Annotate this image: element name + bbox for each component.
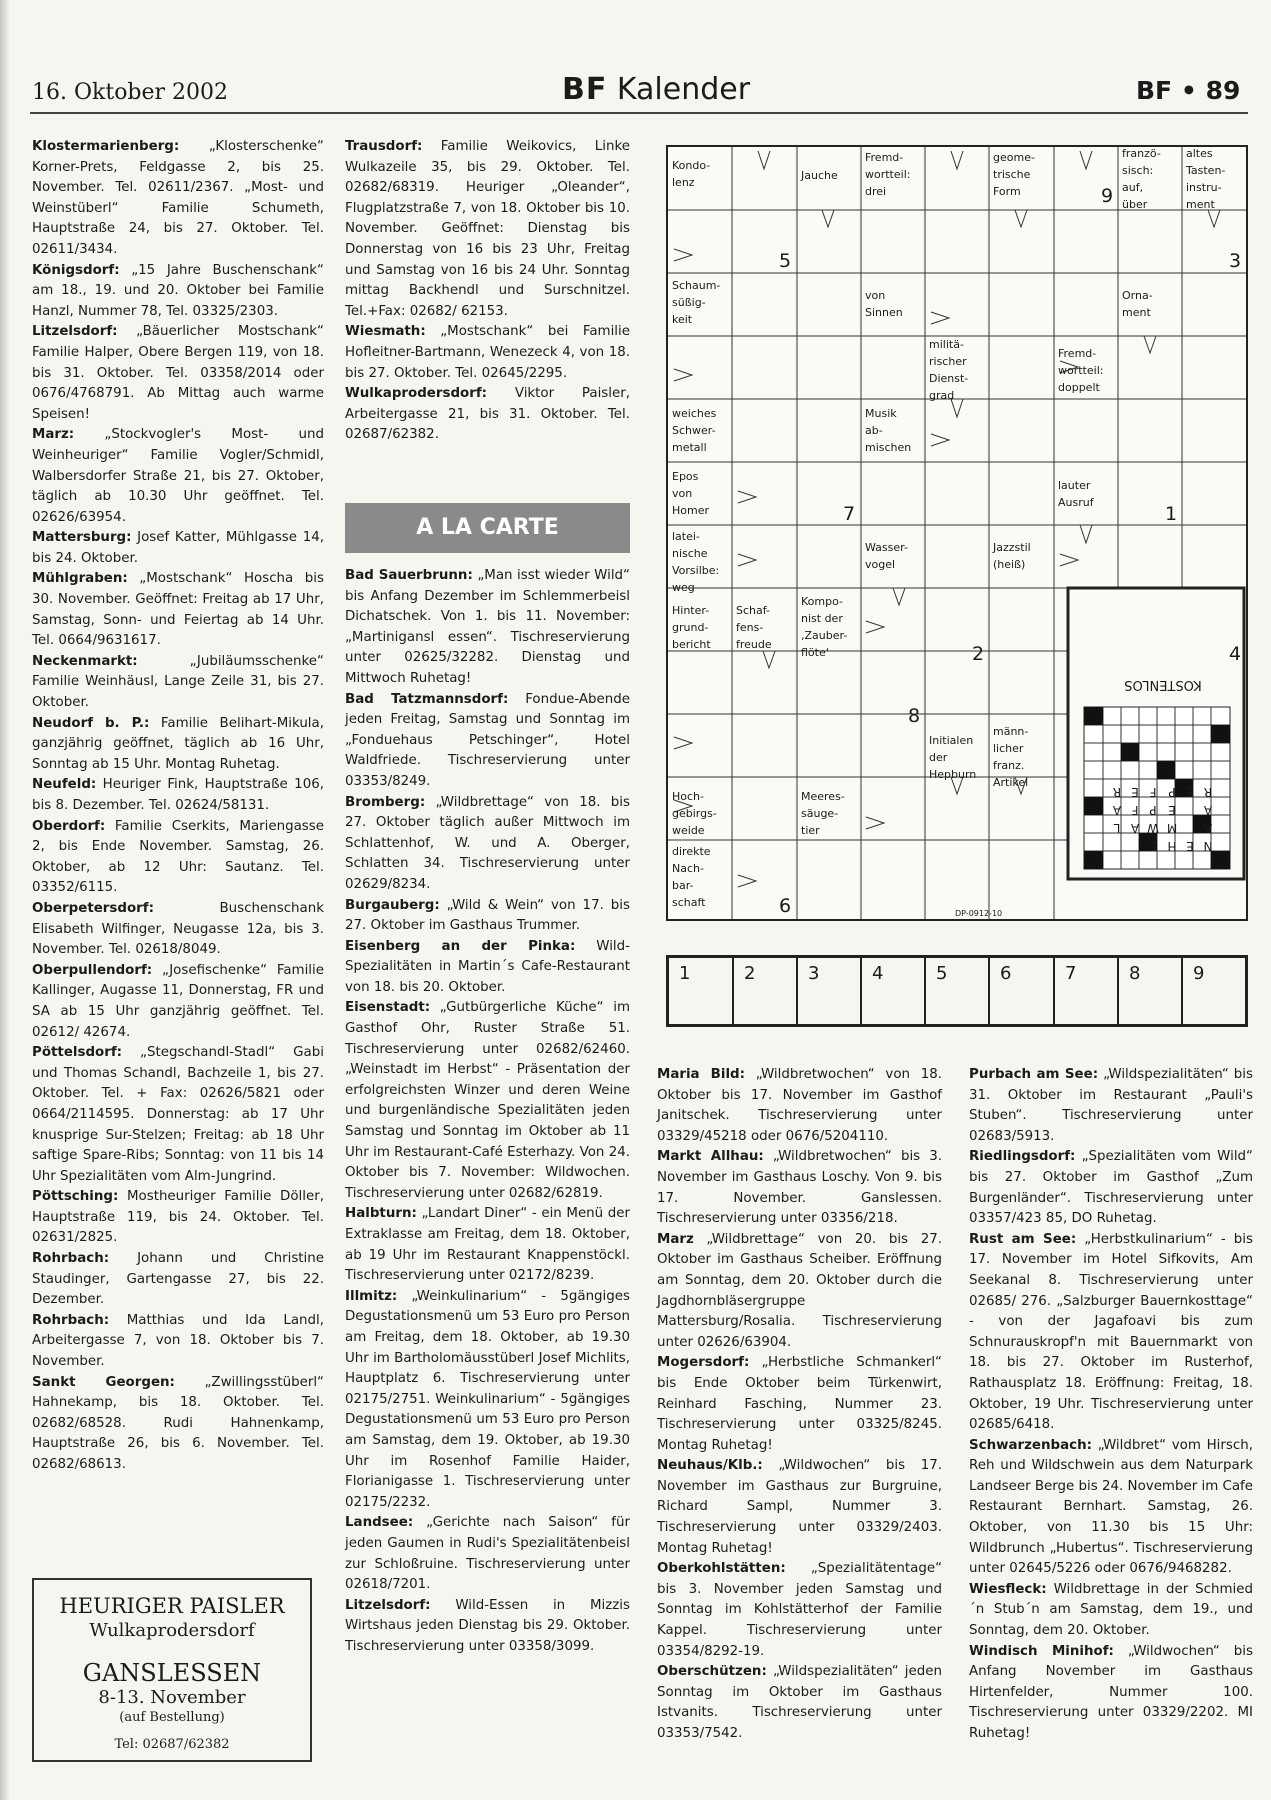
listing-location: Neuhaus/Klb.: (657, 1458, 763, 1474)
listing-entry (32, 1043, 324, 1187)
strip-cell-8: 8 (1119, 958, 1183, 1024)
listing-entry (969, 1147, 1253, 1229)
listing-text: Familie Cserkits, Mariengasse 2, bis Ende November. Samstag, 26. Oktober, ab 12 Uhr: Sautanz. Tel. 03352/6115. (32, 818, 324, 896)
solution-grid-letter: A (1112, 803, 1121, 817)
listing-entry (32, 714, 324, 776)
page-number-value: 89 (1205, 76, 1241, 105)
strip-cell-5: 5 (926, 958, 990, 1024)
solution-grid-letter: E (1167, 803, 1176, 817)
listing-text: „Mostschank“ Hoscha bis 30. November. Geöffnet: Freitag ab 17 Uhr, Samstag, Sonn- und Feiertag ab 14 Uhr. Tel. 0664/9631617. (32, 571, 324, 649)
listing-location: Klostermarienberg: (32, 139, 180, 154)
listing-text: „Wildbret“ vom Hirsch, Reh und Wildschwein aus dem Naturpark Landseer Berge bis 24. November im Cafe Restaurant Bernhart. Samstag, 26. Oktober, von 11.30 bis 15 Uhr: Wildbrunch „Hubertus“. Tischreservierung unter 02645/5226 oder 0676/9468282. (969, 1437, 1254, 1577)
issue-date: 16. Oktober 2002 (32, 80, 229, 105)
solution-title-upside-down: KOSTENLOS (1124, 677, 1202, 692)
clue-weiches-schwermetall: weiches Schwer- metall (672, 407, 717, 454)
listing-text: „Klosterschenke“ Korner-Prets, Feldgasse 2, bis 25. November. Tel. 02611/2367. „Most- und Weinstüberl“ Familie Schumeth, Hauptstraße 24, bis 27. Oktober. Tel. 02611/3434. (32, 139, 324, 257)
listing-location: Marz: (32, 427, 75, 443)
listing-entry (32, 817, 324, 899)
listing-location: Halbturn: (345, 1206, 417, 1222)
column-3 (657, 1065, 942, 1745)
listing-entry (345, 1287, 630, 1514)
listing-text: Buschenschank Elisabeth Wilfinger, Neugasse 12a, bis 3. November. Tel. 02618/8049. (32, 900, 324, 958)
clue-altes-tasteninstrument: altes Tasten- instru- ment (1186, 147, 1226, 211)
listing-location: Neckenmarkt: (32, 653, 138, 669)
listing-entry (969, 1436, 1253, 1580)
clue-fremdwortteil-doppelt: Fremd- wortteil: doppelt (1058, 347, 1104, 394)
listing-location: Eisenberg an der Pinka: (345, 938, 576, 954)
clue-initialen-hepburn: Initialen der Hepburn (929, 734, 977, 781)
solution-number-6: 6 (779, 895, 792, 917)
ad-line-2: Wulkaprodersdorf (89, 1620, 255, 1641)
listing-location: Wulkaprodersdorf: (345, 386, 488, 402)
listing-text: „Mostschank“ bei Familie Hofleitner-Bartmann, Wenezeck 4, von 18. bis 27. Oktober. Tel. 02645/2295. (345, 324, 630, 381)
solution-grid-letter: F (1149, 785, 1157, 799)
listing-text: Heuriger Fink, Hauptstraße 106, bis 8. Dezember. Tel. 02624/58131. (32, 777, 324, 813)
listing-text: „Weinkulinarium“ - 5gängiges Degustationsmenü um 53 Euro pro Person am Freitag, dem 18. Oktober, ab 19.30 Uhr im Bartholomäusstüberl Josef Michlits, Hauptplatz 6. Tischreservierung unter 02175/2751. Weinkulinarium“ - 5gängiges Degustationsmenü um 53 Euro pro Person am Samstag, dem 19. Oktober, ab 19.30 Uhr im Rosenhof Familie Haider, Florianigasse 1. Tischreservierung unter 02175/2232. (345, 1288, 630, 1510)
solution-number-2: 2 (972, 643, 985, 665)
listing-entry (657, 1353, 942, 1456)
puzzle-code: DP-0912-10 (955, 909, 1003, 918)
page-gutter-shadow (0, 0, 10, 1800)
solution-grid-letter: E (1185, 785, 1194, 799)
listing-text: Viktor Paisler, Arbeitergasse 21, bis 31. Oktober. Tel. 02687/62382. (345, 386, 630, 443)
listing-entry (657, 1147, 942, 1229)
solution-number-3: 3 (1229, 250, 1242, 272)
listing-location: Purbach am See: (969, 1067, 1099, 1082)
listing-location: Bad Tatzmannsdorf: (345, 691, 509, 707)
solution-grid-letter: H (1166, 839, 1177, 853)
listing-text: „Jubiläumsschenke“ Familie Weinhäusl, Lange Zeile 31, bis 27. Oktober. (32, 653, 324, 711)
solution-number-5: 5 (779, 250, 792, 272)
listing-entry (345, 998, 630, 1204)
column-2 (345, 137, 630, 446)
listing-text: Mostheuriger Familie Döller, Hauptstraße 119, bis 24. Oktober. Tel. 02631/2825. (32, 1189, 324, 1246)
column-4 (969, 1065, 1253, 1745)
listing-entry (345, 690, 630, 793)
solution-number-7: 7 (843, 503, 856, 525)
listing-text: Wild-Essen in Mizzis Wirtshaus jeden Dienstag bis 29. Oktober. Tischreservierung unter 03358/3099. (345, 1597, 630, 1654)
listing-location: Illmitz: (345, 1288, 398, 1304)
listing-entry (345, 1204, 630, 1286)
listing-text: „Herbstliche Schmankerl“ bis Ende Oktober beim Türkenwirt, Reinhard Fasching, Nummer 23. Tischreservierung unter 03325/8245. Montag Ruhetag! (657, 1355, 942, 1453)
listing-entry (32, 1187, 324, 1249)
listing-entry (32, 1249, 324, 1311)
strip-cell-6: 6 (990, 958, 1055, 1024)
listing-entry (32, 899, 324, 961)
listing-text: „Stockvogler's Most- und Weinheuriger“ Familie Vogler/Schmidl, Walbersdorfer Straße 21, bis 27. Oktober, täglich ab 10.30 Uhr geöffnet. Tel. 02626/63954. (32, 427, 324, 525)
listing-entry (32, 322, 324, 425)
listing-entry (657, 1662, 942, 1744)
listing-location: Wiesfleck: (969, 1581, 1047, 1597)
brand-logo: BF (562, 72, 608, 107)
strip-cell-2: 2 (734, 958, 798, 1024)
clue-kondolenz: Kondo- lenz (672, 159, 711, 189)
strip-cell-9: 9 (1193, 963, 1205, 984)
solution-grid-letter: A (1203, 821, 1213, 835)
clue-maennlicher-artikel: männ- licher franz. Artikel (993, 725, 1029, 789)
solution-grid-letter: A (1130, 821, 1140, 835)
listing-location: Windisch Minihof: (969, 1643, 1114, 1659)
solution-grid-letter: P (1149, 803, 1157, 817)
listing-text: „Landart Diner“ - ein Menü der Extraklasse am Freitag, dem 18. Oktober, ab 19 Uhr im Restaurant Knappenstöckl. Tischreservierung unter 02172/8239. (345, 1206, 630, 1284)
listing-text: „Bäuerlicher Mostschank“ Familie Halper, Obere Bergen 119, von 18. bis 31. Oktober. Tel. 03358/2014 oder 0676/4768791. Ab Mittag auch warme Speisen! (32, 324, 324, 422)
solution-grid-letter: E (1185, 839, 1194, 853)
clue-lauter-ausruf: lauter Ausruf (1058, 479, 1094, 509)
solution-grid-letter: M (1166, 821, 1177, 835)
listing-entry (32, 137, 324, 261)
listing-text: „Wildwochen“ bis 17. November im Gasthaus zur Burgruine, Richard Sampl, Nummer 3. Tischreservierung unter 03329/2403. Montag Ruhetag! (657, 1458, 942, 1556)
solution-grid-letter: L (1113, 821, 1121, 835)
page-separator: • (1180, 76, 1197, 105)
listing-location: Mogersdorf: (657, 1355, 750, 1371)
listing-location: Pöttelsdorf: (32, 1045, 123, 1061)
listing-text: „Wildspezialitäten“ bis 31. Oktober im Restaurant „Pauli's Stuben“. Tischreservierung unter 02683/5913. (969, 1067, 1253, 1144)
listing-entry (657, 1559, 942, 1662)
listing-location: Riedlingsdorf: (969, 1149, 1076, 1165)
ad-line-5: (auf Bestellung) (119, 1710, 225, 1725)
listing-entry (345, 137, 630, 322)
listing-location: Bromberg: (345, 794, 426, 810)
clue-von-sinnen: von Sinnen (865, 289, 903, 319)
clue-ornament: Orna- ment (1122, 289, 1153, 319)
listing-entry (345, 384, 630, 446)
crossword-puzzle (666, 145, 1248, 921)
listing-location: Markt Allhau: (657, 1149, 764, 1165)
listing-text: „Stegschandl-Stadl“ Gabi und Thomas Schandl, Bachzeile 1, bis 27. Oktober. Tel. + Fax: 02626/5821 oder 0664/2114595. Donnerstag: ab 17 Uhr knusprige Sur-Stelzen; Freitag: ab 18 Uhr saftige Spare-Ribs; Sonntag: von 11 bis 14 Uhr Spezialitäten vom Alm-Jungrind. (32, 1045, 324, 1184)
listing-text: Familie Weikovics, Linke Wulkazeile 35, bis 29. Oktober. Tel. 02682/68319. Heuriger „Oleander“, Flugplatzstraße 7, von 18. Oktober bis 10. November. Geöffnet: Dienstag bis Donnerstag von 16 bis 23 Uhr, Freitag und Samstag von 16 bis 24 Uhr. Sonntag mittag Backhendl und Surschnitzel. Tel.+Fax: 02682/ 62153. (345, 139, 630, 319)
listing-text: „Wildbrettage“ von 20. bis 27. Oktober im Gasthaus Scheiber. Eröffnung am Sonntag, dem 20. Oktober durch die Jagdhornbläsergruppe Mattersburg/Rosalia. Tischreservierung unter 02626/63904. (657, 1231, 942, 1350)
strip-cell-4: 4 (862, 958, 926, 1024)
solution-number-9: 9 (1101, 185, 1114, 207)
listing-location: Oberschützen: (657, 1664, 767, 1680)
listing-entry (969, 1642, 1253, 1745)
solution-grid-letter: P (1167, 785, 1176, 799)
ad-line-4: 8-13. November (98, 1687, 246, 1708)
clue-jauche: Jauche (801, 169, 838, 182)
listing-text: Matthias und Ida Landl, Arbeitergasse 7, von 18. Oktober bis 7. November. (32, 1312, 324, 1370)
listing-entry (32, 425, 324, 528)
listing-text: „15 Jahre Buschenschank“ am 18., 19. und 20. Oktober bei Familie Hanzl, Nummer 78, Tel. 03325/2303. (32, 262, 324, 319)
listing-location: Mattersburg: (32, 530, 132, 546)
listing-location: Oberkohlstätten: (657, 1561, 786, 1577)
listing-location: Sankt Georgen: (32, 1374, 175, 1390)
listing-text: „Spezialitäten vom Wild“ bis 27. Oktober im Gasthof „Zum Burgenländer“. Tischreservierung unter 03357/423 85, DO Ruhetag. (969, 1149, 1253, 1227)
solution-grid-letter: E (1149, 839, 1158, 853)
solution-grid-letter: E (1131, 785, 1139, 799)
clue-komponist: Kompo- nist der ‚Zauber- flöte‘ (801, 595, 848, 659)
listing-entry (32, 528, 324, 569)
section-name: Kalender (616, 72, 751, 107)
clue-schaffensfreude: Schaf- fens- freude (736, 604, 772, 651)
solution-grid-letter: R (1203, 785, 1213, 799)
listing-location: Litzelsdorf: (345, 1597, 431, 1613)
solution-grid-letter: W (1147, 821, 1160, 835)
listing-text: Johann und Christine Staudinger, Gartengasse 27, bis 22. Dezember. (32, 1251, 324, 1308)
listing-text: „Josefischenke“ Familie Kallinger, Augasse 11, Donnerstag, FR und SA ab 15 Uhr ganzjährig geöffnet. Tel. 02612/ 42674. (32, 962, 324, 1040)
listing-location: Rust am See: (969, 1231, 1077, 1247)
listing-text: „Herbstkulinarium“ - bis 17. November im Hotel Sifkovits, Am Seekanal 8. Tischreservierung unter 02685/ 276. „Salzburger Bauernkosttage“ - von der Jagafoavi bis zum Schnurauskropf'n mit Bauernmarkt von 18. bis 27. Oktober im Rusterhof, Rathausplatz 18. Eröffnung: Freitag, 18. Oktober, 19 Uhr. Tischreservierung unter 02685/6418. (969, 1231, 1253, 1433)
clue-geometrische-form: geome- trische Form (993, 151, 1035, 198)
clue-hintergrundbericht: Hinter- grund- bericht (672, 604, 711, 651)
clue-musik-abmischen: Musik ab- mischen (865, 407, 912, 454)
solution-grid-letter: R (1112, 785, 1121, 799)
listing-location: Litzelsdorf: (32, 324, 118, 340)
solution-strip (666, 955, 1248, 1027)
listing-text: Wild-Spezialitäten in Martin´s Cafe-Restaurant von 18. bis 20. Oktober. (345, 938, 630, 995)
listing-entry (32, 652, 324, 714)
strip-cell-1: 1 (669, 958, 734, 1024)
listing-entry (345, 937, 630, 999)
solution-number-1: 1 (1165, 503, 1178, 525)
listing-entry (345, 1596, 630, 1658)
listing-entry (32, 961, 324, 1043)
listing-entry (657, 1065, 942, 1147)
listing-entry (969, 1230, 1253, 1436)
header-rule (30, 112, 1248, 114)
listing-location: Bad Sauerbrunn: (345, 568, 473, 583)
listing-text: „Wildbretwochen“ von 18. Oktober bis 17. November im Gasthof Janitschek. Tischreservierung unter 03329/45218 oder 0676/5204110. (657, 1067, 942, 1144)
listing-entry (657, 1230, 942, 1354)
clue-schaumsuessigkeit: Schaum- süßig- keit (672, 279, 721, 326)
listing-location: Neufeld: (32, 777, 97, 793)
listing-location: Maria Bild: (657, 1067, 746, 1082)
listing-text: Wildbrettage in der Schmied´n Stub´n am Samstag, dem 19., und Sonntag, dem 20. Oktober. (969, 1581, 1253, 1639)
ad-line-6: Tel: 02687/62382 (114, 1737, 230, 1752)
listing-location: Wiesmath: (345, 324, 426, 340)
listing-entry (969, 1580, 1253, 1642)
listing-entry (32, 261, 324, 323)
clue-lateinische-vorsilbe: latei- nische Vorsilbe: weg (672, 530, 720, 594)
clue-meeressaeugetier: Meeres- säuge- tier (801, 790, 845, 837)
listing-entry (345, 322, 630, 384)
clue-franzoesisch-auf: franzö- sisch: auf, über (1122, 147, 1161, 211)
listing-entry (345, 896, 630, 937)
clue-wasservogel: Wasser- vogel (865, 541, 908, 571)
heuriger-paisler-ad (32, 1578, 312, 1762)
listing-location: Eisenstadt: (345, 1000, 431, 1016)
listing-location: Mühlgraben: (32, 571, 128, 587)
ad-line-3: GANSLESSEN (82, 1659, 262, 1687)
listing-text: Josef Katter, Mühlgasse 14, bis 24. Oktober. (32, 530, 324, 566)
listing-location: Burgauberg: (345, 897, 440, 913)
listing-location: Oberpullendorf: (32, 962, 153, 978)
listing-text: „Zwillingsstüberl“ Hahnekamp, bis 18. Oktober. Tel. 02682/68528. Rudi Hahnenkamp, Hauptstraße 26, bis 6. November. Tel. 02682/68613. (32, 1374, 324, 1472)
listing-text: „Wildbrettage“ von 18. bis 27. Oktober täglich außer Mittwoch im Schlattenhof, W. und A. Oberger, Schlatten 34. Tischreservierung unter 02629/8234. (345, 794, 630, 892)
clue-jazzstil: Jazzstil (heiß) (993, 541, 1031, 571)
solution-grid-letter: F (1131, 803, 1139, 817)
listing-entry (32, 569, 324, 651)
listing-entry (32, 1373, 324, 1476)
section-title (562, 72, 750, 107)
column-2-a-la-carte (345, 566, 630, 1657)
listing-text: „Wildbretwochen“ bis 3. November im Gasthaus Loschy. Von 9. bis 17. November. Ganslessen. Tischreservierung unter 03356/218. (657, 1149, 942, 1227)
listing-text: Familie Belihart-Mikula, ganzjährig geöffnet, täglich ab 16 Uhr, Sonntag ab 15 Uhr. Montag Ruhetag. (32, 715, 324, 772)
page-brand: BF (1136, 76, 1173, 105)
listing-entry (969, 1065, 1253, 1147)
page-number (1136, 76, 1240, 105)
listing-text: „Man isst wieder Wild“ bis Anfang Dezember im Schlemmerbeisl Dichatschek. Von 1. bis 11. November: „Martinigansl essen“. Tischreservierung unter 02625/32282. Dienstag und Mittwoch Ruhetag! (345, 568, 630, 686)
listing-location: Marz (657, 1231, 694, 1247)
listing-location: Trausdorf: (345, 139, 423, 154)
listing-entry (345, 566, 630, 690)
column-1 (32, 137, 324, 1476)
solution-number-4: 4 (1229, 643, 1242, 665)
listing-entry (345, 1513, 630, 1595)
ad-line-1: HEURIGER PAISLER (59, 1594, 285, 1618)
strip-cell-3: 3 (798, 958, 862, 1024)
listing-location: Königsdorf: (32, 262, 120, 278)
solution-grid-letter: A (1203, 803, 1213, 817)
clue-fremdwortteil-drei: Fremd- wortteil: drei (865, 151, 911, 198)
listing-entry (657, 1456, 942, 1559)
listing-location: Oberpetersdorf: (32, 900, 154, 916)
listing-text: „Wildwochen“ bis Anfang November im Gasthaus Hirtenfelder, Nummer 100. Tischreservierung unter 03329/2202. MI Ruhetag! (969, 1643, 1254, 1741)
solution-grid-letter: N (1203, 839, 1213, 853)
a-la-carte-banner: A LA CARTE (345, 503, 630, 553)
listing-entry (32, 775, 324, 816)
strip-cell-7: 7 (1055, 958, 1119, 1024)
clue-militaerischer-dienstgrad: militä- rischer Dienst- grad (929, 338, 969, 402)
listing-location: Rohrbach: (32, 1312, 110, 1328)
listing-text: „Gutbürgerliche Küche“ im Gasthof Ohr, Ruster Straße 51. Tischreservierung unter 02682/62460. „Weinstadt im Herbst“ - Präsentation der erfolgreichsten Winzer und deren Weine und burgenländische Spezialitäten jeden Samstag und Sonntag im Oktober ab 11 Uhr im Restaurant-Café Esterhazy. Von 24. Oktober bis 7. November: Wildwochen. Tischreservierung unter 02682/62819. (345, 1000, 630, 1201)
listing-location: Rohrbach: (32, 1251, 110, 1267)
listing-location: Schwarzenbach: (969, 1437, 1092, 1453)
listing-text: „Gerichte nach Saison“ für jeden Gaumen in Rudi's Spezialitätenbeisl zur Schloßruine. Tischreservierung unter 02618/7201. (345, 1515, 630, 1593)
listing-text: „Wildspezialitäten“ jeden Sonntag im Oktober im Gasthaus Istvanits. Tischreservierung unter 03353/7542. (657, 1664, 942, 1741)
listing-entry (345, 793, 630, 896)
listing-location: Neudorf b. P.: (32, 715, 150, 731)
listing-text: „Wild & Wein“ von 17. bis 27. Oktober im Gasthaus Trummer. (345, 897, 630, 934)
clue-epos-von-homer: Epos von Homer (672, 470, 710, 517)
solution-number-8: 8 (908, 705, 921, 727)
listing-text: Fondue-Abende jeden Freitag, Samstag und Sonntag im „Fonduehaus Petschinger“, Hotel Waldfriede. Tischreservierung unter 03353/8249. (345, 691, 630, 789)
listing-location: Pöttsching: (32, 1189, 119, 1205)
listing-entry (32, 1311, 324, 1373)
listing-location: Oberdorf: (32, 818, 106, 834)
clue-hochgebirgsweide: Hoch- gebirgs- weide (672, 790, 717, 837)
clue-direkte-nachbarschaft: direkte Nach- bar- schaft (672, 845, 711, 909)
listing-location: Landsee: (345, 1515, 414, 1531)
listing-text: „Spezialitätentage“ bis 3. November jeden Samstag und Sonntag im Kohlstätterhof der Familie Kappel. Tischreservierung unter 03354/8292-19. (657, 1561, 942, 1659)
